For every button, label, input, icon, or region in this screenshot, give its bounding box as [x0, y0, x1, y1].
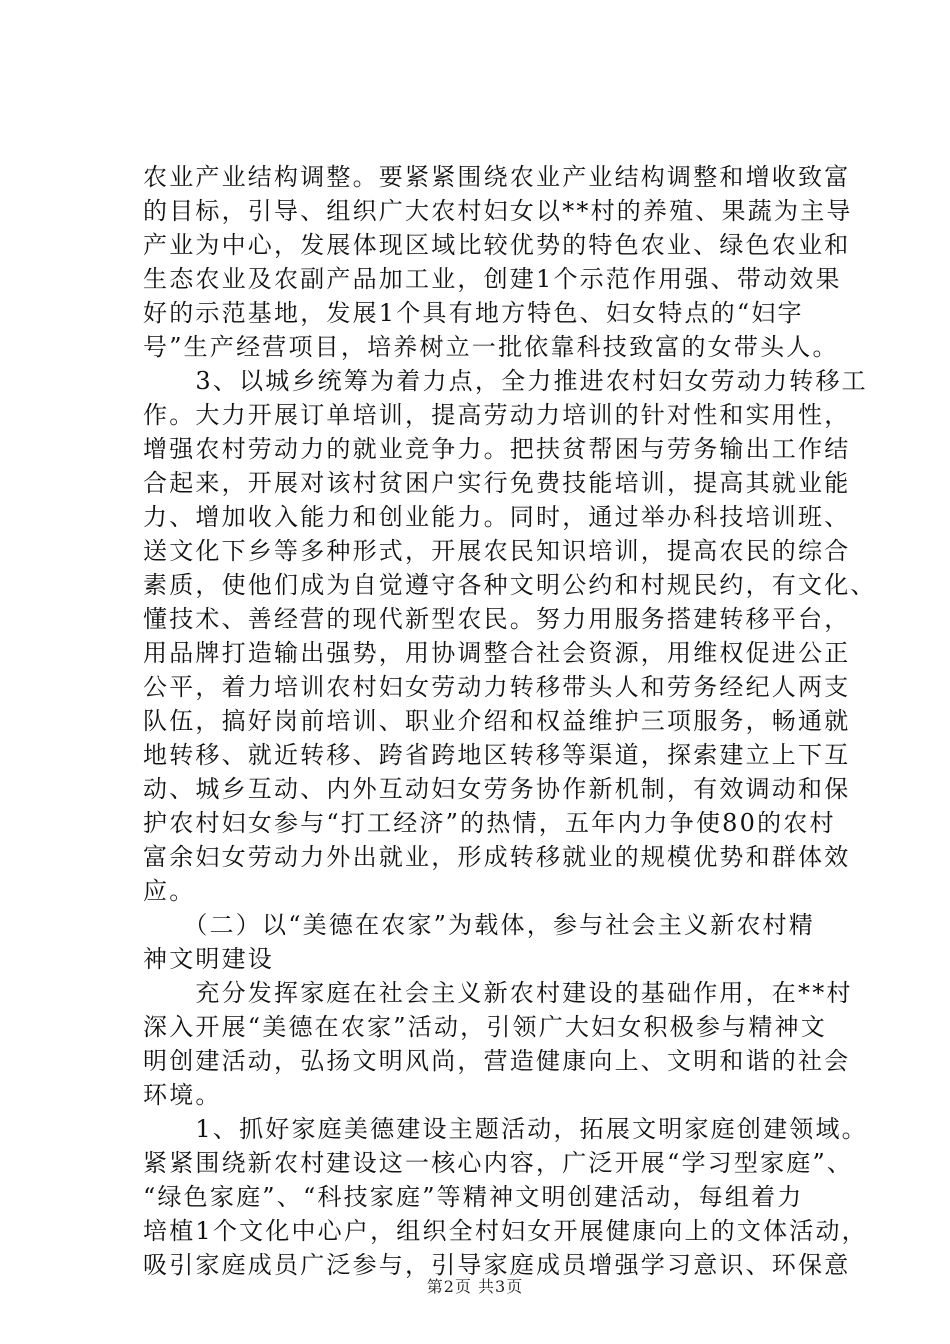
text-line: 护农村妇女参与“打工经济”的热情，五年内力争使80的农村 — [143, 809, 836, 837]
text-line: “绿色家庭”、“科技家庭”等精神文明创建活动，每组着力 — [143, 1183, 804, 1211]
page-footer — [0, 1274, 950, 1297]
text-line: 公平，着力培训农村妇女劳动力转移带头人和劳务经纪人两支 — [143, 673, 851, 701]
text-line: 深入开展“美德在农家”活动，引领广大妇女积极参与精神文 — [143, 1013, 827, 1041]
text-line: 富余妇女劳动力外出就业，形成转移就业的规模优势和群体效 — [143, 843, 851, 871]
text-line: 生态农业及农副产品加工业，创建1个示范作用强、带动效果 — [143, 265, 842, 293]
text-line: 好的示范基地，发展1个具有地方特色、妇女特点的“妇字 — [143, 299, 804, 327]
text-line: 号”生产经营项目，培养树立一批依靠科技致富的女带头人。 — [143, 333, 839, 361]
paragraph-heading-line: 3、以城乡统筹为着力点，全力推进农村妇女劳动力转移工 — [143, 367, 868, 395]
text-line: 农业产业结构调整。要紧紧围绕农业产业结构调整和增收致富 — [143, 163, 851, 191]
text-line: 懂技术、善经营的现代新型农民。努力用服务搭建转移平台， — [143, 605, 851, 633]
text-line: 产业为中心，发展体现区域比较优势的特色农业、绿色农业和 — [143, 231, 851, 259]
section-heading-line: （二）以“美德在农家”为载体，参与社会主义新农村精 — [143, 911, 815, 939]
page-number-label: 第2页 共3页 — [426, 1277, 524, 1296]
text-line: 合起来，开展对该村贫困户实行免费技能培训，提高其就业能 — [143, 469, 851, 497]
document-body — [143, 160, 877, 1282]
text-line: 增强农村劳动力的就业竞争力。把扶贫帮困与劳务输出工作结 — [143, 435, 851, 463]
text-line: 队伍，搞好岗前培训、职业介绍和权益维护三项服务，畅通就 — [143, 707, 851, 735]
text-line: 充分发挥家庭在社会主义新农村建设的基础作用，在**村 — [143, 979, 853, 1007]
text-line: 的目标，引导、组织广大农村妇女以**村的养殖、果蔬为主导 — [143, 197, 853, 225]
text-line: 动、城乡互动、内外互动妇女劳务协作新机制，有效调动和保 — [143, 775, 851, 803]
text-line: 力、增加收入能力和创业能力。同时，通过举办科技培训班、 — [143, 503, 851, 531]
text-line: 作。大力开展订单培训，提高劳动力培训的针对性和实用性， — [143, 401, 851, 429]
text-line: 环境。 — [143, 1081, 222, 1109]
section-heading-line: 神文明建设 — [143, 945, 274, 973]
text-line: 应。 — [143, 877, 196, 905]
text-line: 地转移、就近转移、跨省跨地区转移等渠道，探索建立上下互 — [143, 741, 851, 769]
text-line: 培植1个文化中心户，组织全村妇女开展健康向上的文体活动， — [143, 1217, 868, 1245]
text-line: 紧紧围绕新农村建设这一核心内容，广泛开展“学习型家庭”、 — [143, 1149, 854, 1177]
paragraph-heading-line: 1、抓好家庭美德建设主题活动，拓展文明家庭创建领域。 — [143, 1115, 868, 1143]
text-line: 明创建活动，弘扬文明风尚，营造健康向上、文明和谐的社会 — [143, 1047, 851, 1075]
text-line: 用品牌打造输出强势，用协调整合社会资源，用维权促进公正 — [143, 639, 851, 667]
text-line: 送文化下乡等多种形式，开展农民知识培训，提高农民的综合 — [143, 537, 851, 565]
text-line: 素质，使他们成为自觉遵守各种文明公约和村规民约，有文化、 — [143, 571, 877, 599]
text-line: 吸引家庭成员广泛参与，引导家庭成员增强学习意识、环保意 — [143, 1251, 851, 1279]
